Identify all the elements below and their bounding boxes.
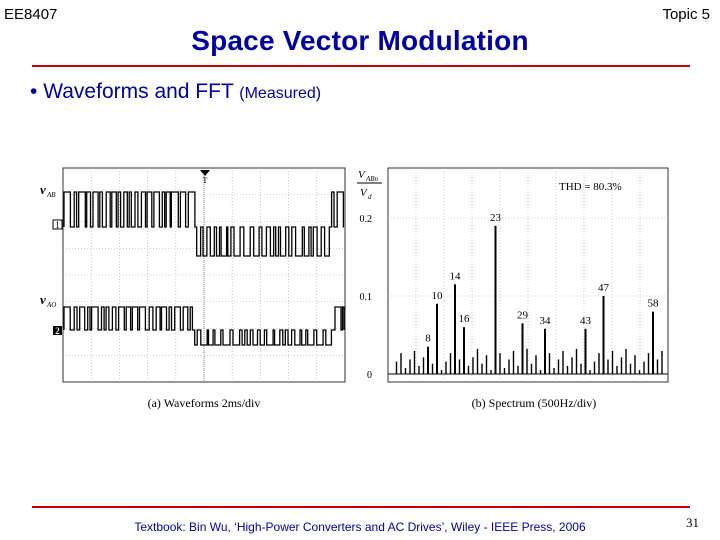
bullet-marker: • <box>30 80 38 103</box>
course-code: EE8407 <box>4 6 58 23</box>
channel1-marker: 1 <box>55 220 60 230</box>
harmonic-label: 47 <box>598 282 609 294</box>
trigger-marker: T <box>202 176 208 185</box>
harmonic-label: 10 <box>431 289 443 302</box>
citation: Textbook: Bin Wu, ‘High-Power Converters and AC Drives’, Wiley - IEEE Press, 2006 <box>134 520 586 534</box>
harmonic-label: 14 <box>449 270 461 283</box>
channel2-marker: 2 <box>55 326 60 336</box>
harmonic-label: 29 <box>517 309 528 322</box>
y-tick-label: 0.1 <box>359 292 372 303</box>
harmonic-label: 58 <box>647 297 659 310</box>
slide-title: Space Vector Modulation <box>191 25 529 56</box>
harmonic-label: 16 <box>458 313 470 326</box>
y-tick-label: 0.2 <box>359 214 372 225</box>
yaxis-label-numerator-sub: ABn <box>366 175 379 183</box>
y-tick-label: 0 <box>367 370 372 381</box>
trace2-label: v <box>40 292 46 307</box>
harmonic-label: 34 <box>539 314 551 327</box>
waveform-panel <box>40 168 345 410</box>
bullet-text: Waveforms and FFT <box>43 80 234 103</box>
harmonic-label: 23 <box>490 211 501 224</box>
thd-annotation: THD = 80.3% <box>559 181 622 193</box>
footer-divider <box>32 506 690 508</box>
spectrum-y-ticks <box>360 214 373 381</box>
bullet-note: (Measured) <box>239 85 322 102</box>
trace1-label: v <box>40 182 46 197</box>
page-number: 31 <box>686 515 699 530</box>
trace1-sub: AB <box>47 191 56 199</box>
waveform-caption: (a) Waveforms 2ms/div <box>147 396 261 410</box>
trace2-sub: AO <box>47 301 57 309</box>
spectrum-panel <box>357 168 668 410</box>
yaxis-label-denominator: V <box>360 187 367 199</box>
harmonic-label: 43 <box>580 314 591 327</box>
topic-label: Topic 5 <box>662 6 710 23</box>
yaxis-label-denominator-sub: d <box>368 193 372 201</box>
harmonic-label: 8 <box>425 332 431 345</box>
yaxis-label-numerator: V <box>358 169 365 181</box>
spectrum-caption: (b) Spectrum (500Hz/div) <box>471 396 597 410</box>
